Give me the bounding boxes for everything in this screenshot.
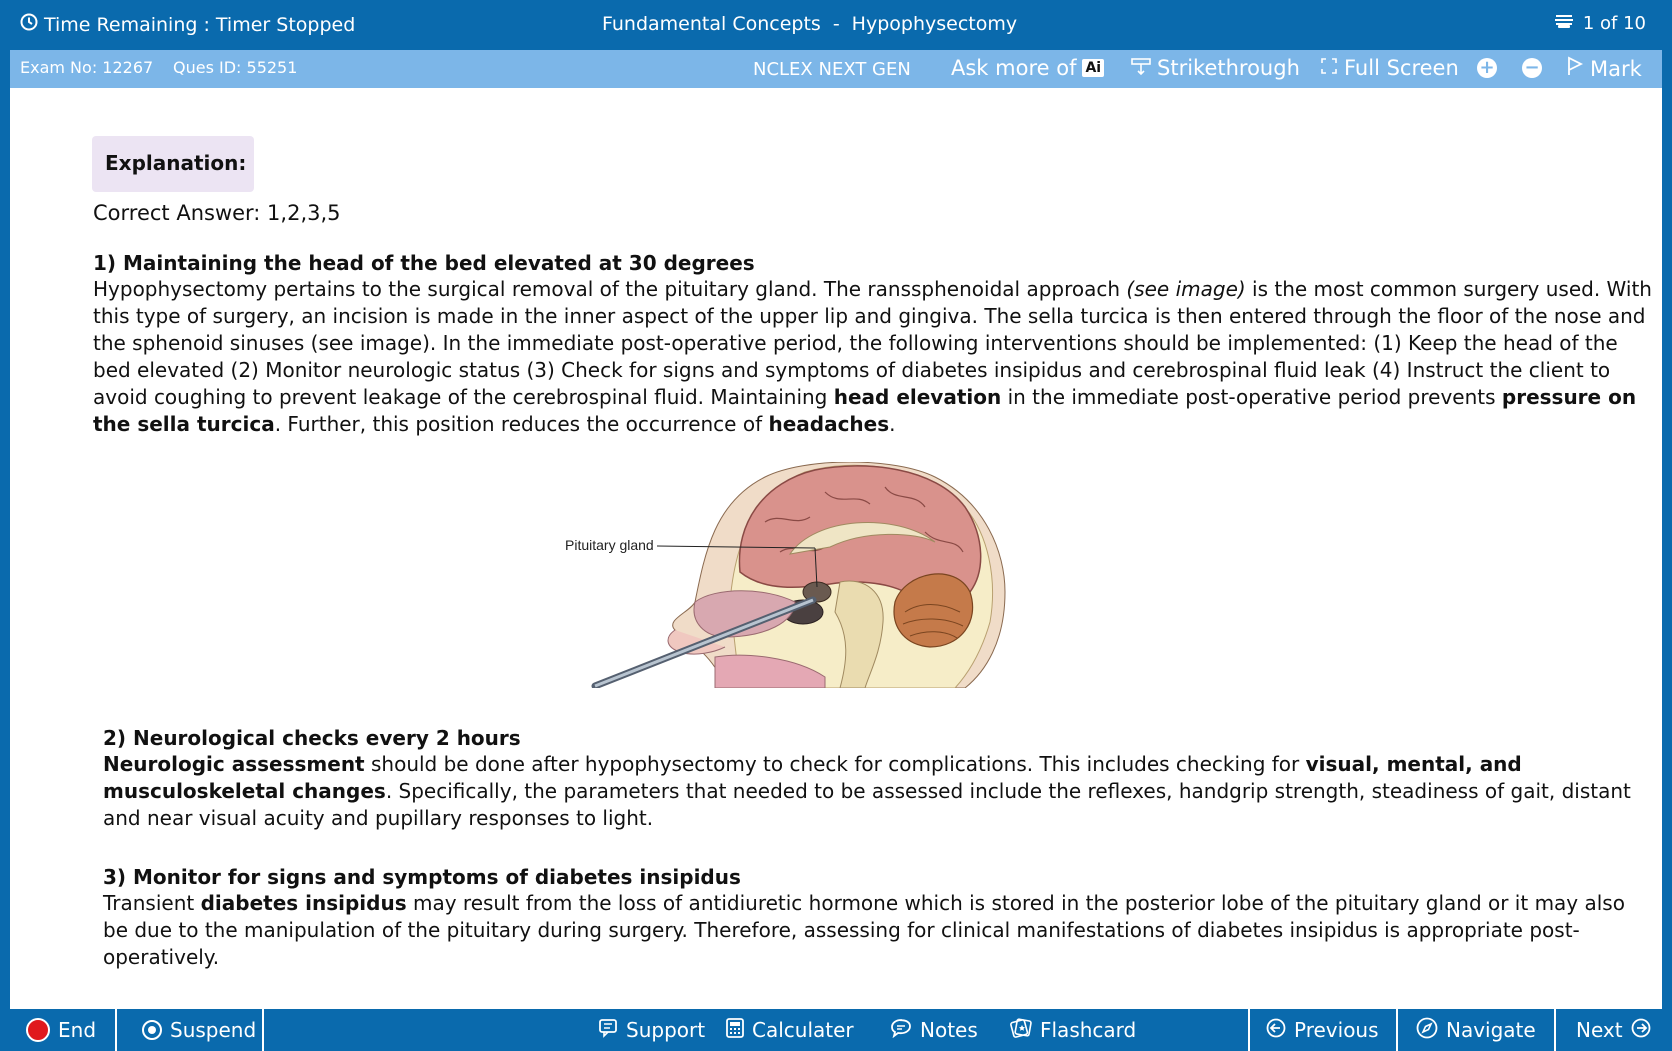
toolbar bbox=[10, 50, 1662, 88]
brain-illustration bbox=[565, 462, 1025, 688]
strikethrough-icon bbox=[1131, 56, 1151, 80]
stop-icon bbox=[26, 1018, 50, 1042]
flashcard-icon bbox=[1008, 1018, 1032, 1043]
rationale-2-title: 2) Neurological checks every 2 hours bbox=[103, 726, 521, 750]
plus-icon: + bbox=[1477, 58, 1497, 78]
fullscreen-icon bbox=[1320, 56, 1338, 80]
minus-icon: − bbox=[1522, 58, 1542, 78]
mark-label: Mark bbox=[1590, 56, 1642, 81]
suspend-button[interactable] bbox=[142, 1009, 256, 1051]
suspend-icon bbox=[142, 1020, 162, 1040]
ask-ai-label: Ask more of bbox=[951, 56, 1077, 80]
question-id: Ques ID: 55251 bbox=[173, 58, 298, 77]
title-separator: - bbox=[832, 13, 840, 35]
next-button[interactable] bbox=[1576, 1009, 1651, 1051]
flashcard-button[interactable] bbox=[1008, 1009, 1136, 1051]
rationale-2 bbox=[103, 725, 1653, 832]
rationale-3-body: Transient diabetes insipidus may result from the loss of antidiuretic hormone which is stored in the posterior lobe of the pituitary gland or it may also be due to the manipulation of the pituitary during surgery. Therefore, assessing for clinical manifestations of diabetes insipidus is appropriate post-operatively. bbox=[103, 891, 1625, 969]
rationale-1 bbox=[93, 250, 1653, 438]
speech-bubble-icon bbox=[890, 1018, 912, 1043]
fullscreen-button[interactable] bbox=[1320, 56, 1459, 80]
strikethrough-label: Strikethrough bbox=[1157, 56, 1300, 80]
zoom-out-button[interactable] bbox=[1522, 58, 1542, 78]
rationale-3-title: 3) Monitor for signs and symptoms of diabetes insipidus bbox=[103, 865, 741, 889]
ai-icon: Ai bbox=[1082, 59, 1104, 77]
top-bar bbox=[0, 0, 1672, 50]
divider bbox=[1248, 1009, 1250, 1051]
navigate-button[interactable] bbox=[1416, 1009, 1536, 1051]
rationale-3 bbox=[103, 864, 1653, 971]
suspend-label: Suspend bbox=[170, 1018, 257, 1042]
end-label: End bbox=[58, 1018, 97, 1042]
calculator-label: Calculater bbox=[752, 1018, 854, 1042]
ask-ai-button[interactable] bbox=[951, 56, 1104, 80]
strikethrough-button[interactable] bbox=[1131, 56, 1300, 80]
question-counter bbox=[1553, 12, 1646, 35]
flag-icon bbox=[1566, 56, 1584, 81]
flashcard-label: Flashcard bbox=[1040, 1018, 1137, 1042]
timer bbox=[20, 13, 355, 36]
exam-title bbox=[602, 13, 1017, 35]
calculator-button[interactable] bbox=[726, 1009, 854, 1051]
explanation-badge: Explanation: bbox=[92, 136, 254, 192]
rationale-1-body: Hypophysectomy pertains to the surgical removal of the pituitary gland. The ranssphenoidal approach (see image) is the most common surgery used. With this type of surgery, an incision is made in the inner aspect of the upper lip and gingiva. The sella turcica is then entered through the floor of the nose and the sphenoid sinuses (see image). In the immediate post-operative period, the following interventions should be implemented: (1) Keep the head of the bed elevated (2) Monitor neurologic status (3) Check for signs and symptoms of diabetes insipidus and cerebrospinal fluid leak (4) Instruct the client to avoid coughing to prevent leakage of the cerebrospinal fluid. Maintaining head elevation in the immediate post-operative period prevents pressure on the sella turcica. Further, this position reduces the occurrence of headaches. bbox=[93, 277, 1652, 436]
questions-stack-icon bbox=[1553, 12, 1575, 35]
timer-label: Time Remaining : Timer Stopped bbox=[44, 13, 356, 36]
clock-icon bbox=[20, 13, 38, 36]
zoom-in-button[interactable] bbox=[1477, 58, 1497, 78]
notes-button[interactable] bbox=[890, 1009, 978, 1051]
bottom-bar bbox=[0, 1009, 1672, 1051]
end-button[interactable] bbox=[26, 1009, 96, 1051]
fullscreen-label: Full Screen bbox=[1344, 56, 1459, 80]
notes-label: Notes bbox=[920, 1018, 978, 1042]
compass-icon bbox=[1416, 1017, 1438, 1044]
pituitary-gland-label: Pituitary gland bbox=[565, 537, 654, 553]
subject-label: Fundamental Concepts bbox=[602, 13, 821, 35]
transsphenoidal-diagram bbox=[565, 462, 1025, 688]
exam-number: Exam No: 12267 bbox=[20, 58, 154, 77]
navigate-label: Navigate bbox=[1446, 1018, 1536, 1042]
rationale-2-body: Neurologic assessment should be done after hypophysectomy to check for complications. This includes checking for visual, mental, and musculoskeletal changes. Specifically, the parameters that needed to be assessed include the reflexes, handgrip strength, steadiness of gait, distant and near visual acuity and pupillary responses to light. bbox=[103, 752, 1631, 830]
topic-label: Hypophysectomy bbox=[851, 13, 1018, 35]
calculator-icon bbox=[726, 1018, 744, 1043]
support-label: Support bbox=[626, 1018, 706, 1042]
divider bbox=[115, 1009, 117, 1051]
rationale-1-title: 1) Maintaining the head of the bed elevated at 30 degrees bbox=[93, 251, 755, 275]
question-count: 1 of 10 bbox=[1582, 13, 1646, 34]
arrow-right-circle-icon bbox=[1631, 1018, 1651, 1043]
explanation-panel bbox=[10, 88, 1662, 1009]
divider bbox=[1554, 1009, 1556, 1051]
mark-button[interactable] bbox=[1566, 56, 1642, 81]
nclex-label: NCLEX NEXT GEN bbox=[753, 59, 911, 80]
next-label: Next bbox=[1576, 1018, 1623, 1042]
previous-button[interactable] bbox=[1266, 1009, 1379, 1051]
correct-answer: Correct Answer: 1,2,3,5 bbox=[93, 201, 341, 225]
divider bbox=[1396, 1009, 1398, 1051]
previous-label: Previous bbox=[1294, 1018, 1379, 1042]
chat-box-icon bbox=[598, 1018, 618, 1043]
arrow-left-circle-icon bbox=[1266, 1018, 1286, 1043]
divider bbox=[262, 1009, 264, 1051]
support-button[interactable] bbox=[598, 1009, 705, 1051]
